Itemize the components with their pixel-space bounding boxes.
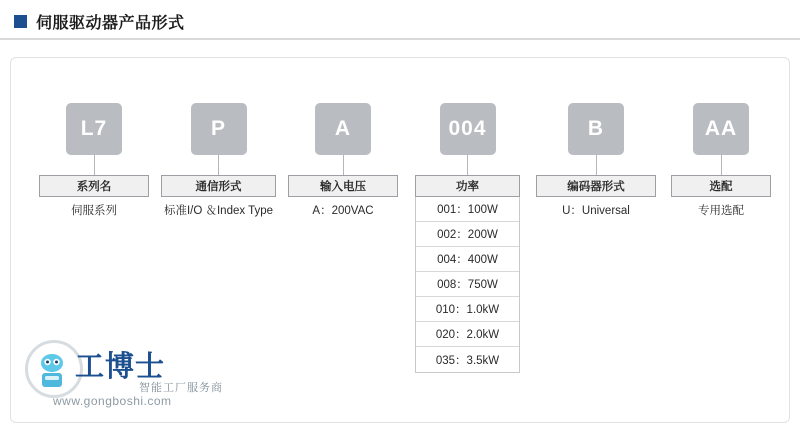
list-item: 004：400W <box>416 247 519 272</box>
column-header-input-voltage: 输入电压 <box>288 175 398 197</box>
code-chip-encoder: B <box>568 103 624 155</box>
column-header-series: 系列名 <box>39 175 149 197</box>
code-chip-series: L7 <box>66 103 122 155</box>
list-item: 伺服系列 <box>71 204 117 217</box>
model-column-communication <box>161 103 276 222</box>
code-chip-input-voltage: A <box>315 103 371 155</box>
model-column-series <box>39 103 149 222</box>
column-values-series <box>39 197 149 222</box>
model-column-option <box>671 103 771 222</box>
column-header-encoder: 编码器形式 <box>536 175 656 197</box>
watermark-url: www.gongboshi.com <box>53 394 172 408</box>
model-column-encoder <box>536 103 656 222</box>
model-column-power <box>415 103 520 373</box>
page-title <box>14 10 185 33</box>
column-header-power: 功率 <box>415 175 520 197</box>
column-header-option: 选配 <box>671 175 771 197</box>
column-values-option <box>671 197 771 222</box>
model-code-panel <box>10 57 790 423</box>
column-values-encoder <box>536 197 656 222</box>
title-marker-icon <box>14 15 27 28</box>
chip-stem <box>343 155 344 175</box>
code-chip-power: 004 <box>440 103 496 155</box>
title-divider <box>0 38 800 40</box>
page-title-text: 伺服驱动器产品形式 <box>36 15 185 32</box>
list-item: 020：2.0kW <box>416 322 519 347</box>
chip-stem <box>596 155 597 175</box>
list-item: 035：3.5kW <box>435 354 500 367</box>
column-values-communication <box>161 197 276 222</box>
code-chip-communication: P <box>191 103 247 155</box>
list-item: U：Universal <box>562 204 630 217</box>
list-item: 标准I/O ＆Index Type <box>163 204 274 217</box>
column-values-input-voltage <box>288 197 398 222</box>
chip-stem <box>94 155 95 175</box>
list-item: 008：750W <box>416 272 519 297</box>
chip-stem <box>721 155 722 175</box>
chip-stem <box>467 155 468 175</box>
list-item: 专用选配 <box>698 204 744 217</box>
list-item: 001：100W <box>416 197 519 222</box>
model-code-columns <box>11 58 791 424</box>
code-chip-option: AA <box>693 103 749 155</box>
chip-stem <box>218 155 219 175</box>
column-values-power <box>415 197 520 373</box>
column-header-communication: 通信形式 <box>161 175 276 197</box>
list-item: A：200VAC <box>312 204 374 217</box>
model-column-input-voltage <box>288 103 398 222</box>
list-item: 010：1.0kW <box>416 297 519 322</box>
list-item: 002：200W <box>416 222 519 247</box>
watermark-brand: 工博士 <box>75 351 166 383</box>
watermark-tagline: 智能工厂服务商 <box>139 382 223 394</box>
